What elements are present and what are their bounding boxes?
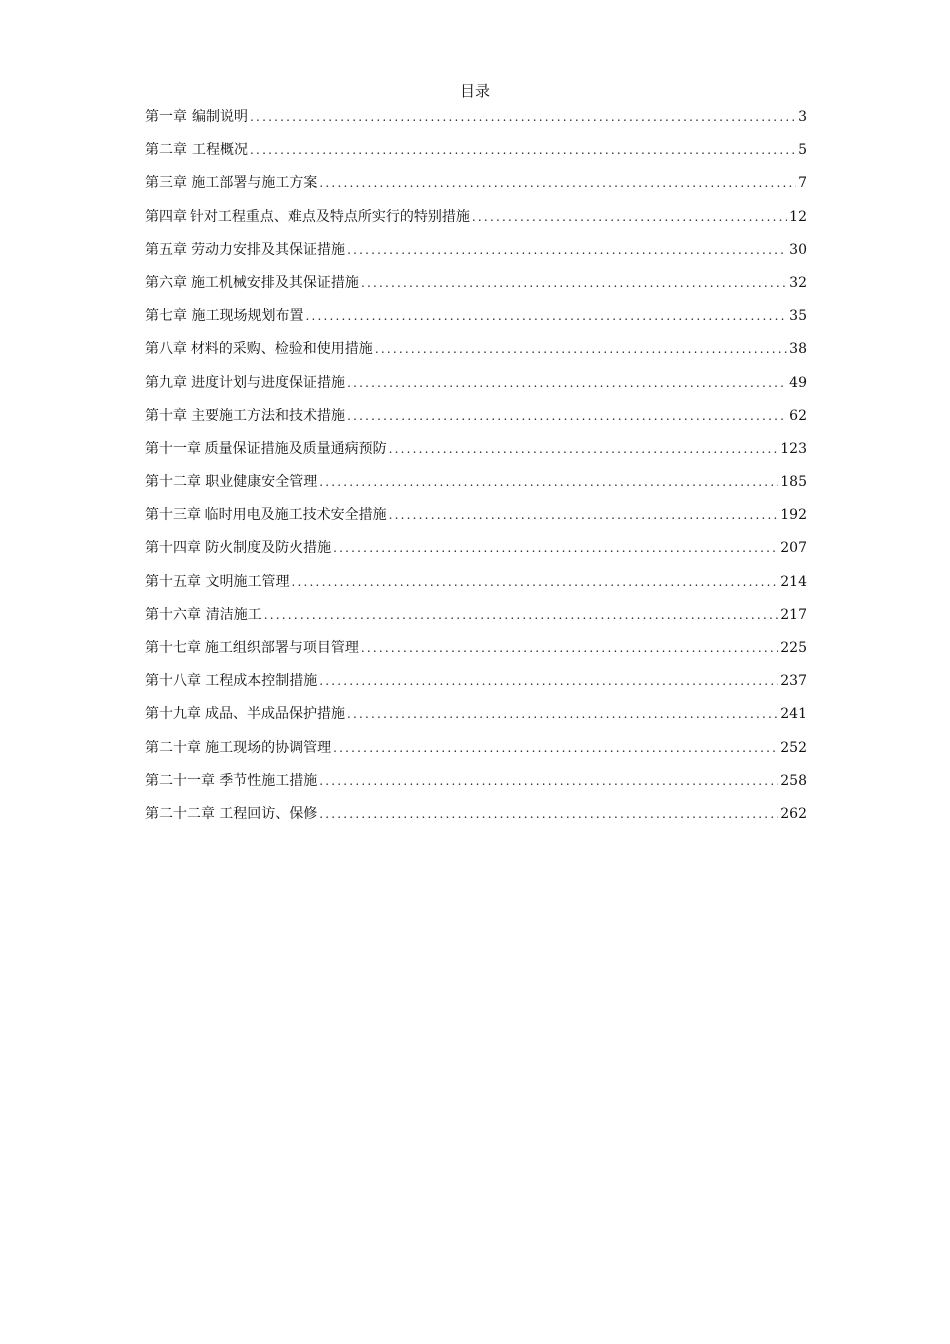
toc-entry[interactable]: [145, 670, 807, 703]
toc-chapter-number: 第六章: [145, 274, 187, 291]
toc-page-number: 262: [780, 805, 807, 822]
toc-chapter-number: 第十八章: [145, 673, 201, 690]
toc-page-number: 35: [789, 308, 807, 325]
toc-page-number: 38: [789, 341, 807, 358]
toc-entry[interactable]: [145, 703, 807, 736]
toc-page-number: 225: [780, 640, 807, 656]
toc-chapter-title: 编制说明: [192, 109, 249, 125]
toc-dot-leader: [375, 338, 787, 360]
toc-entry[interactable]: [145, 803, 807, 836]
toc-page-number: 5: [798, 142, 807, 159]
toc-page-number: 185: [780, 474, 807, 491]
toc-chapter-number: 第七章: [145, 308, 187, 325]
toc-entry[interactable]: [145, 239, 807, 272]
toc-entry[interactable]: [145, 604, 807, 637]
toc-chapter-number: 第十九章: [145, 706, 201, 723]
toc-chapter-title: 工程概况: [192, 142, 249, 159]
toc-dot-leader: [472, 206, 787, 228]
toc-chapter-title: 职业健康安全管理: [205, 474, 318, 491]
toc-chapter-number: 第二十二章: [145, 805, 215, 822]
toc-dot-leader: [333, 737, 778, 759]
toc-chapter-title: 材料的采购、检验和使用措施: [190, 341, 373, 358]
toc-title: 目录: [459, 82, 490, 100]
toc-chapter-title: 施工机械安排及其保证措施: [190, 274, 359, 291]
toc-chapter-title: 针对工程重点、难点及特点所实行的特别措施: [189, 208, 470, 225]
toc-dot-leader: [264, 604, 779, 626]
toc-chapter-number: 第十章: [145, 407, 187, 424]
toc-chapter-number: 第十六章: [145, 606, 201, 623]
toc-chapter-number: 第十一章: [145, 440, 201, 457]
toc-chapter-number: 第二十一章: [145, 772, 215, 789]
toc-dot-leader: [389, 504, 779, 526]
toc-page-number: 207: [780, 540, 807, 557]
toc-page-number: 3: [798, 109, 807, 125]
toc-page-number: 32: [789, 274, 807, 291]
toc-chapter-number: 第一章: [145, 109, 187, 125]
toc-dot-leader: [347, 405, 787, 427]
toc-page-number: 123: [780, 440, 807, 457]
toc-dot-leader: [319, 172, 796, 194]
toc-chapter-number: 第二章: [145, 142, 187, 159]
toc-page-number: 192: [780, 507, 807, 524]
toc-chapter-number: 第十二章: [145, 474, 201, 491]
toc-entry[interactable]: [145, 272, 807, 305]
toc-dot-leader: [250, 106, 796, 128]
toc-chapter-number: 第十四章: [145, 540, 201, 557]
toc-dot-leader: [361, 272, 787, 294]
table-of-contents: [145, 106, 807, 836]
toc-page-number: 241: [780, 706, 807, 723]
toc-chapter-title: 清洁施工: [205, 606, 262, 623]
toc-chapter-number: 第八章: [145, 341, 187, 358]
toc-chapter-title: 主要施工方法和技术措施: [191, 407, 346, 424]
toc-dot-leader: [319, 670, 778, 692]
toc-chapter-number: 第十七章: [145, 640, 201, 656]
toc-entry[interactable]: [145, 405, 807, 438]
toc-dot-leader: [319, 471, 778, 493]
toc-entry[interactable]: [145, 139, 807, 172]
toc-dot-leader: [305, 305, 787, 327]
toc-dot-leader: [389, 438, 779, 460]
toc-entry[interactable]: [145, 471, 807, 504]
toc-entry[interactable]: [145, 438, 807, 471]
toc-chapter-title: 施工部署与施工方案: [191, 175, 318, 192]
toc-dot-leader: [292, 571, 779, 593]
toc-page-number: 258: [780, 772, 807, 789]
toc-chapter-title: 进度计划与进度保证措施: [191, 374, 346, 391]
toc-chapter-title: 防火制度及防火措施: [205, 540, 332, 557]
toc-page-number: 214: [780, 573, 807, 590]
toc-chapter-title: 劳动力安排及其保证措施: [191, 241, 346, 258]
toc-entry[interactable]: [145, 770, 807, 803]
toc-entry[interactable]: [145, 737, 807, 770]
toc-chapter-number: 第十五章: [145, 573, 201, 590]
toc-chapter-title: 施工现场规划布置: [191, 308, 304, 325]
toc-page-number: 62: [789, 407, 807, 424]
toc-chapter-title: 文明施工管理: [205, 573, 290, 590]
toc-chapter-number: 第九章: [145, 374, 187, 391]
toc-dot-leader: [347, 372, 787, 394]
toc-dot-leader: [319, 770, 778, 792]
toc-chapter-title: 施工组织部署与项目管理: [204, 640, 359, 656]
toc-page-number: 49: [789, 374, 807, 391]
toc-dot-leader: [347, 239, 787, 261]
toc-entry[interactable]: [145, 338, 807, 371]
toc-chapter-number: 第三章: [145, 175, 187, 192]
toc-chapter-title: 临时用电及施工技术安全措施: [204, 507, 387, 524]
toc-entry[interactable]: [145, 206, 807, 239]
toc-chapter-title: 成品、半成品保护措施: [204, 706, 345, 723]
toc-entry[interactable]: [145, 106, 807, 139]
toc-dot-leader: [250, 139, 796, 161]
toc-page-number: 7: [798, 175, 807, 192]
toc-entry[interactable]: [145, 372, 807, 405]
toc-entry[interactable]: [145, 537, 807, 570]
toc-entry[interactable]: [145, 305, 807, 338]
toc-page-number: 217: [780, 606, 807, 623]
toc-chapter-title: 施工现场的协调管理: [205, 739, 332, 756]
toc-page-number: 252: [780, 739, 807, 756]
toc-chapter-number: 第二十章: [145, 739, 201, 756]
toc-dot-leader: [347, 703, 778, 725]
toc-chapter-number: 第十三章: [145, 507, 201, 524]
toc-dot-leader: [361, 637, 778, 659]
toc-chapter-number: 第四章: [145, 208, 187, 225]
toc-entry[interactable]: [145, 637, 807, 670]
toc-chapter-title: 工程成本控制措施: [205, 673, 318, 690]
toc-chapter-title: 质量保证措施及质量通病预防: [204, 440, 387, 457]
toc-dot-leader: [319, 803, 778, 825]
toc-page-number: 12: [789, 208, 807, 225]
toc-entry[interactable]: [145, 504, 807, 537]
toc-page-number: 30: [789, 241, 807, 258]
toc-chapter-title: 工程回访、保修: [219, 805, 318, 822]
toc-dot-leader: [333, 537, 778, 559]
toc-entry[interactable]: [145, 571, 807, 604]
toc-page-number: 237: [780, 673, 807, 690]
toc-chapter-number: 第五章: [145, 241, 187, 258]
toc-chapter-title: 季节性施工措施: [219, 772, 318, 789]
toc-entry[interactable]: [145, 172, 807, 205]
